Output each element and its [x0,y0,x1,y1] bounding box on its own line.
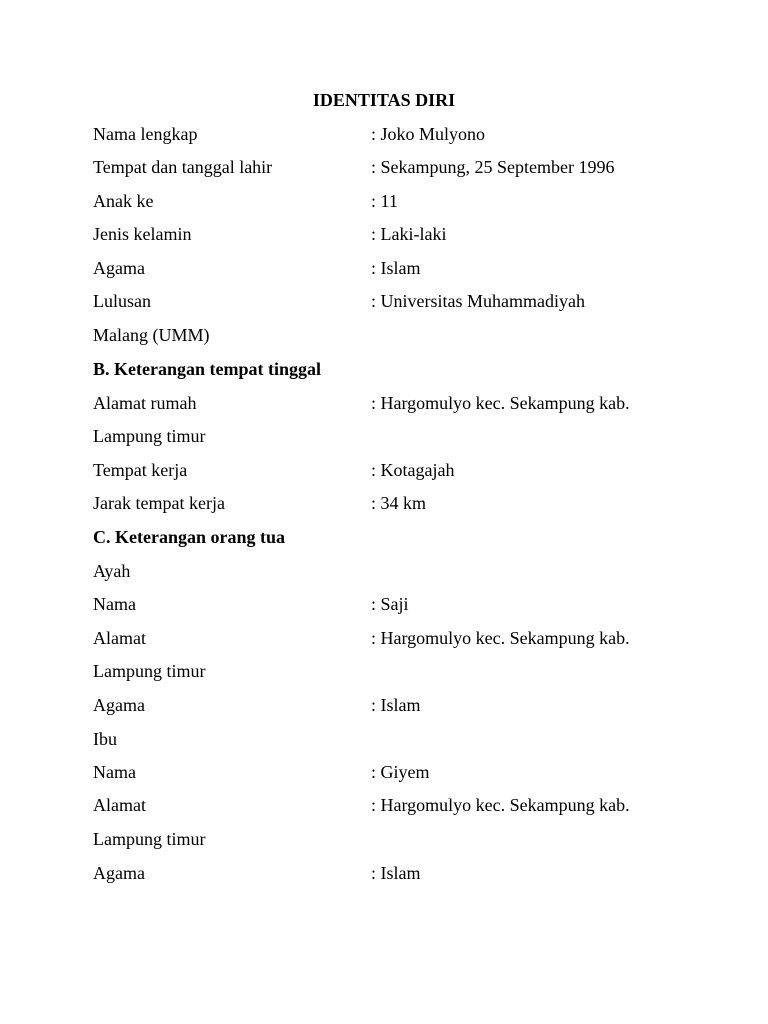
section-heading: C. Keterangan orang tua [93,527,285,547]
field-label: Jenis kelamin [93,224,192,244]
field-value: : Laki-laki [371,224,447,244]
document-title: IDENTITAS DIRI [312,90,456,110]
field-value: : Islam [371,695,421,715]
field-label: Nama [93,594,136,614]
section-heading-tempat-tinggal [93,357,733,381]
field-value: : Hargomulyo kec. Sekampung kab. [371,795,630,815]
field-label: Agama [93,258,145,278]
row-jarak-tempat-kerja [93,491,733,515]
row-anak-ke [93,189,733,213]
field-continuation: Malang (UMM) [93,325,210,345]
row-lulusan [93,289,733,313]
field-label: Nama lengkap [93,124,198,144]
field-label: Alamat [93,795,146,815]
field-value: : Universitas Muhammadiyah [371,291,585,311]
row-ibu [93,727,733,751]
field-label: Alamat rumah [93,393,197,413]
field-continuation: Lampung timur [93,426,206,446]
field-value: : Kotagajah [371,460,455,480]
row-ayah-alamat [93,626,733,650]
field-value: : Joko Mulyono [371,124,486,144]
row-ayah-agama [93,693,733,717]
row-tempat-kerja [93,458,733,482]
row-lulusan-continued [93,323,733,347]
row-ibu-agama [93,861,733,885]
field-label: Jarak tempat kerja [93,493,225,513]
row-agama [93,256,733,280]
field-label: Alamat [93,628,146,648]
row-ibu-alamat-continued [93,827,733,851]
row-ayah [93,559,733,583]
field-value: : Saji [371,594,409,614]
field-label: Nama [93,762,136,782]
row-nama-lengkap [93,122,733,146]
row-tempat-tanggal-lahir [93,155,733,179]
row-alamat-rumah-continued [93,424,733,448]
row-alamat-rumah [93,391,733,415]
field-value: : Hargomulyo kec. Sekampung kab. [371,628,630,648]
field-value: : Islam [371,863,421,883]
section-heading-orang-tua [93,525,733,549]
field-value: : 34 km [371,493,427,513]
row-jenis-kelamin [93,222,733,246]
field-value: : Hargomulyo kec. Sekampung kab. [371,393,630,413]
field-value: : Sekampung, 25 September 1996 [371,157,615,177]
field-continuation: Lampung timur [93,661,206,681]
field-value: : Islam [371,258,421,278]
field-label: Anak ke [93,191,154,211]
field-value: : Giyem [371,762,430,782]
row-ayah-alamat-continued [93,659,733,683]
row-ibu-nama [93,760,733,784]
row-ayah-nama [93,592,733,616]
row-ibu-alamat [93,793,733,817]
field-label: Tempat dan tanggal lahir [93,157,273,177]
field-value: : 11 [371,191,398,211]
field-label: Agama [93,863,145,883]
subsection-label: Ibu [93,729,117,749]
field-label: Lulusan [93,291,151,311]
subsection-label: Ayah [93,561,131,581]
field-continuation: Lampung timur [93,829,206,849]
section-heading: B. Keterangan tempat tinggal [93,359,321,379]
field-label: Tempat kerja [93,460,188,480]
field-label: Agama [93,695,145,715]
